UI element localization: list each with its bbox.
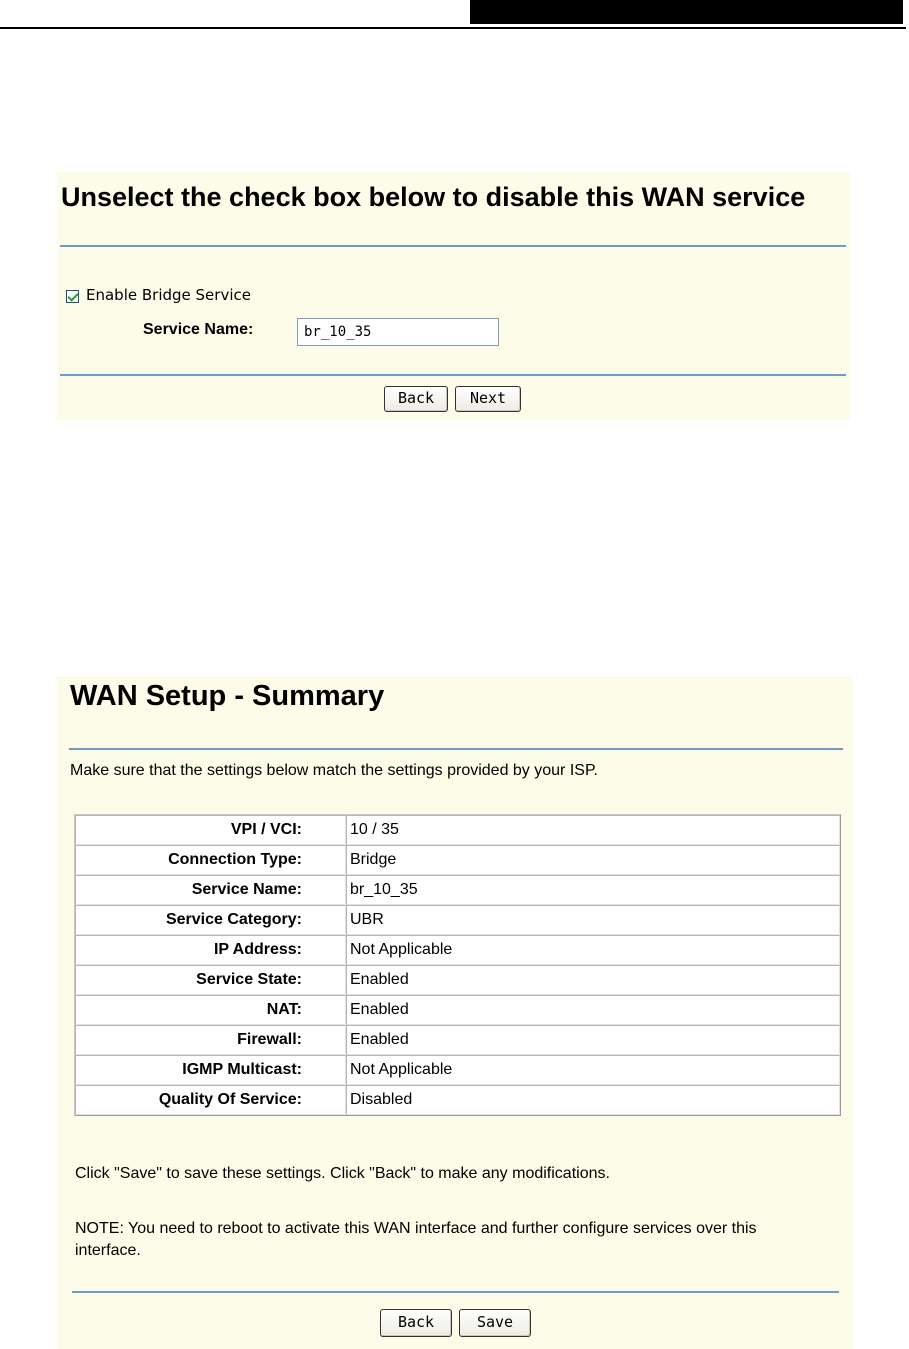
- note-line-1: NOTE: You need to reboot to activate this WAN interface and further configure services over this: [75, 1220, 757, 1237]
- row-label: NAT:: [75, 995, 346, 1025]
- row-label: Quality Of Service:: [75, 1085, 346, 1115]
- row-label: Service Category:: [75, 905, 346, 935]
- service-name-label: Service Name:: [143, 321, 254, 338]
- row-label: IP Address:: [75, 935, 346, 965]
- wan-service-title: Unselect the check box below to disable this WAN service: [61, 182, 806, 212]
- summary-panel: [57, 676, 853, 1349]
- header-black-bar: [470, 0, 903, 24]
- row-label: Connection Type:: [75, 845, 346, 875]
- row-value: Not Applicable: [346, 1055, 840, 1085]
- row-label: IGMP Multicast:: [75, 1055, 346, 1085]
- row-value: 10 / 35: [346, 815, 840, 845]
- row-value: br_10_35: [346, 875, 840, 905]
- enable-bridge-checkbox[interactable]: [66, 290, 79, 303]
- table-row: [75, 965, 840, 995]
- summary-intro: Make sure that the settings below match the settings provided by your ISP.: [70, 762, 598, 779]
- table-row: [75, 1085, 840, 1115]
- save-hint: Click "Save" to save these settings. Click "Back" to make any modifications.: [75, 1165, 610, 1182]
- divider: [60, 245, 846, 247]
- divider: [69, 748, 843, 750]
- row-label: Firewall:: [75, 1025, 346, 1055]
- row-value: Enabled: [346, 1025, 840, 1055]
- header-rule: [0, 27, 906, 29]
- table-row: [75, 905, 840, 935]
- table-row: [75, 815, 840, 845]
- service-name-input[interactable]: br_10_35: [297, 318, 499, 346]
- row-label: Service Name:: [75, 875, 346, 905]
- table-row: [75, 995, 840, 1025]
- row-value: Enabled: [346, 965, 840, 995]
- back-button[interactable]: Back: [384, 386, 448, 412]
- table-row: [75, 845, 840, 875]
- next-button[interactable]: Next: [455, 386, 521, 412]
- summary-table: [74, 814, 841, 1116]
- row-value: UBR: [346, 905, 840, 935]
- summary-title: WAN Setup - Summary: [70, 680, 385, 712]
- enable-bridge-label: Enable Bridge Service: [86, 286, 251, 304]
- row-value: Bridge: [346, 845, 840, 875]
- divider: [72, 1291, 839, 1293]
- save-button[interactable]: Save: [459, 1309, 531, 1337]
- row-value: Enabled: [346, 995, 840, 1025]
- table-row: [75, 1055, 840, 1085]
- table-row: [75, 935, 840, 965]
- row-label: Service State:: [75, 965, 346, 995]
- row-value: Not Applicable: [346, 935, 840, 965]
- row-label: VPI / VCI:: [75, 815, 346, 845]
- table-row: [75, 875, 840, 905]
- divider: [60, 374, 846, 376]
- back-button[interactable]: Back: [380, 1309, 452, 1337]
- wan-service-panel: [57, 172, 850, 420]
- table-row: [75, 1025, 840, 1055]
- note-line-2: interface.: [75, 1242, 141, 1259]
- row-value: Disabled: [346, 1085, 840, 1115]
